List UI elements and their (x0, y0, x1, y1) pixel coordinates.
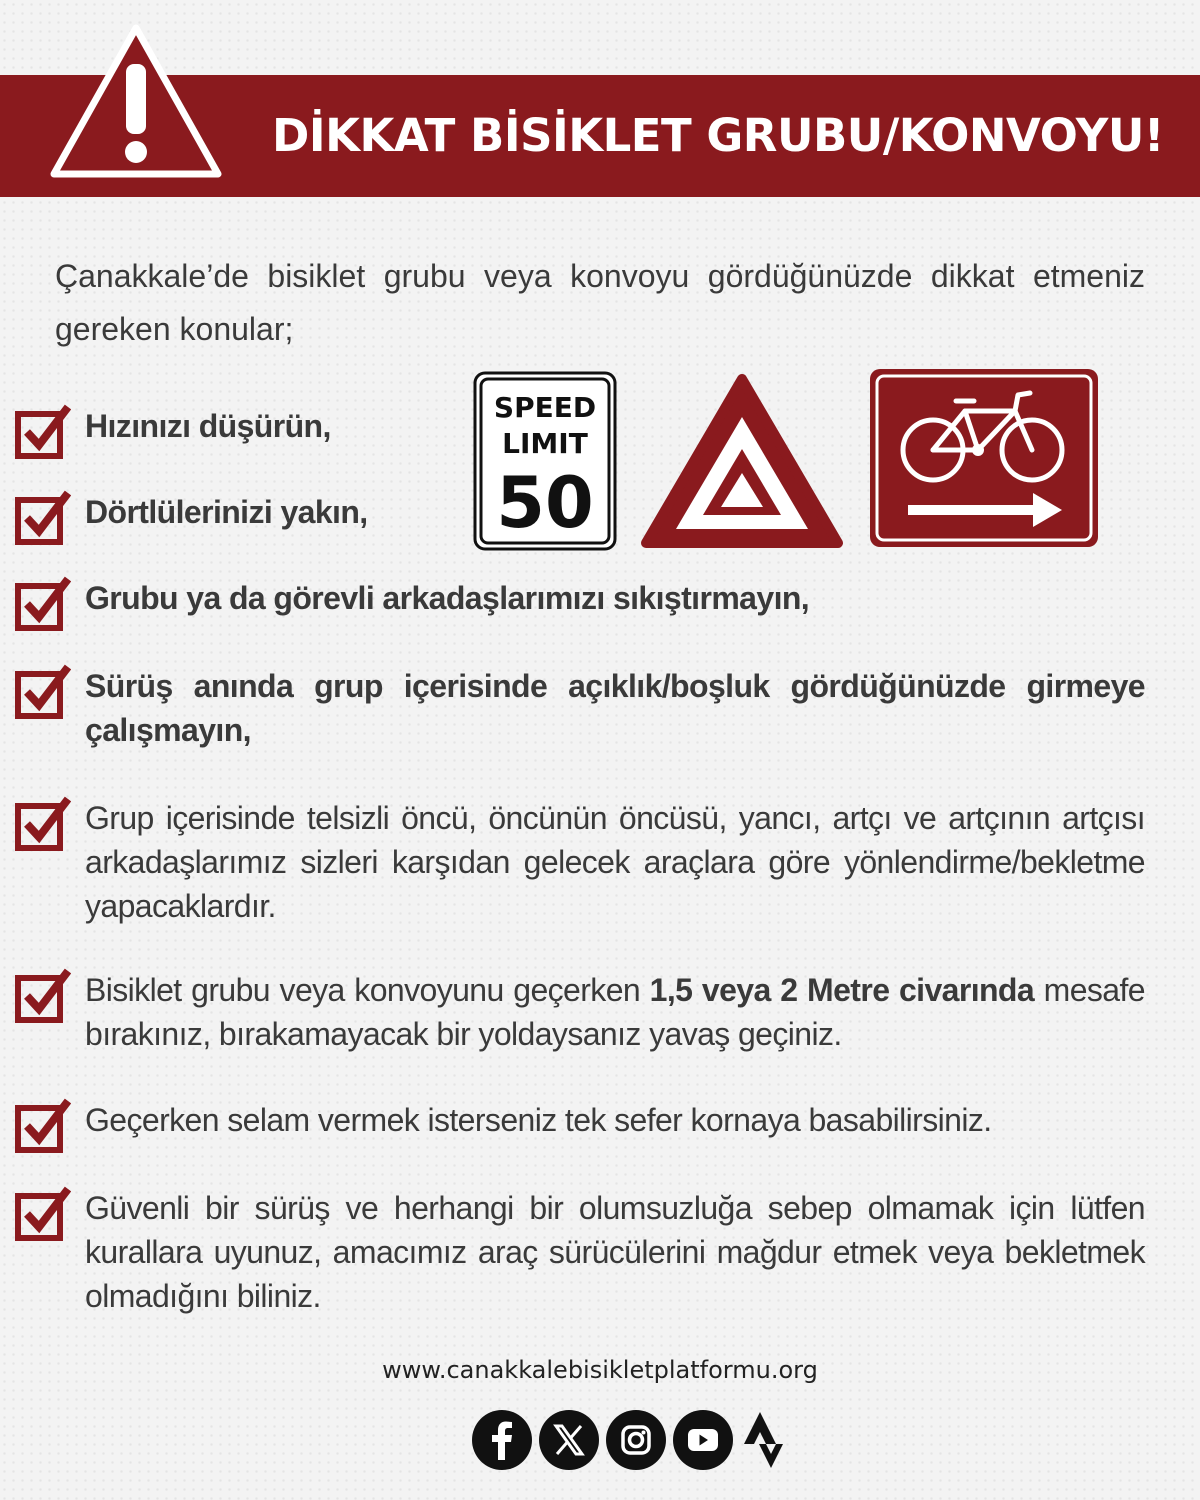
item-text: Grubu ya da görevli arkadaşlarımızı sıkıştırmayın, (85, 580, 810, 616)
item-text: Geçerken selam vermek isterseniz tek sefer kornaya basabilirsiniz. (85, 1102, 992, 1138)
warning-triangle-icon (48, 22, 224, 182)
intro-text: Çanakkale’de bisiklet grubu veya konvoyu gördüğünüzde dikkat etmeniz gereken konular; (55, 258, 1145, 347)
speed-limit-line2: LIMIT (502, 427, 588, 460)
item-text-bold: 1,5 veya 2 Metre civarında (649, 972, 1035, 1008)
x-icon[interactable] (539, 1410, 599, 1470)
checkbox-checked-icon (15, 404, 71, 460)
item-text: Grup içerisinde telsizli öncü, öncünün öncüsü, yancı, artçı ve artçının artçısı arkadaşlarımız sizleri karşıdan gelecek araçlara göre yönlendirme/bekletme yapacaklardır. (85, 800, 1145, 924)
social-links (472, 1410, 792, 1474)
checkbox-checked-icon (15, 576, 71, 632)
page-title: DİKKAT BİSİKLET GRUBU/KONVOYU! (272, 109, 1164, 162)
facebook-icon[interactable] (472, 1410, 532, 1470)
website-link[interactable]: www.canakkalebisikletplatformu.org (382, 1356, 818, 1384)
speed-limit-value: 50 (496, 462, 594, 544)
checkbox-checked-icon (15, 1186, 71, 1242)
checkbox-checked-icon (15, 490, 71, 546)
checkbox-checked-icon (15, 664, 71, 720)
strava-icon[interactable] (740, 1410, 790, 1470)
item-text: Güvenli bir sürüş ve herhangi bir olumsuzluğa sebep olmamak için lütfen kurallara uyunuz, amacımız araç sürücülerini mağdur etmek veya bekletmek olmadığını biliniz. (85, 1190, 1145, 1314)
item-text: Dörtlülerinizi yakın, (85, 494, 368, 530)
checkbox-checked-icon (15, 968, 71, 1024)
item-text (85, 968, 1145, 1056)
item-text-before: Bisiklet grubu veya konvoyunu geçerken (85, 972, 650, 1008)
item-text-after: mesafe bırakınız, bırakamayacak bir yoldaysanız yavaş geçiniz. (85, 972, 1145, 1052)
youtube-icon[interactable] (673, 1410, 733, 1470)
speed-limit-line1: SPEED (493, 391, 597, 424)
instagram-icon[interactable] (606, 1410, 666, 1470)
checkbox-checked-icon (15, 1098, 71, 1154)
item-text: Sürüş anında grup içerisinde açıklık/boşluk gördüğünüzde girmeye çalışmayın, (85, 668, 1145, 748)
checkbox-checked-icon (15, 796, 71, 852)
item-text: Hızınızı düşürün, (85, 408, 331, 444)
